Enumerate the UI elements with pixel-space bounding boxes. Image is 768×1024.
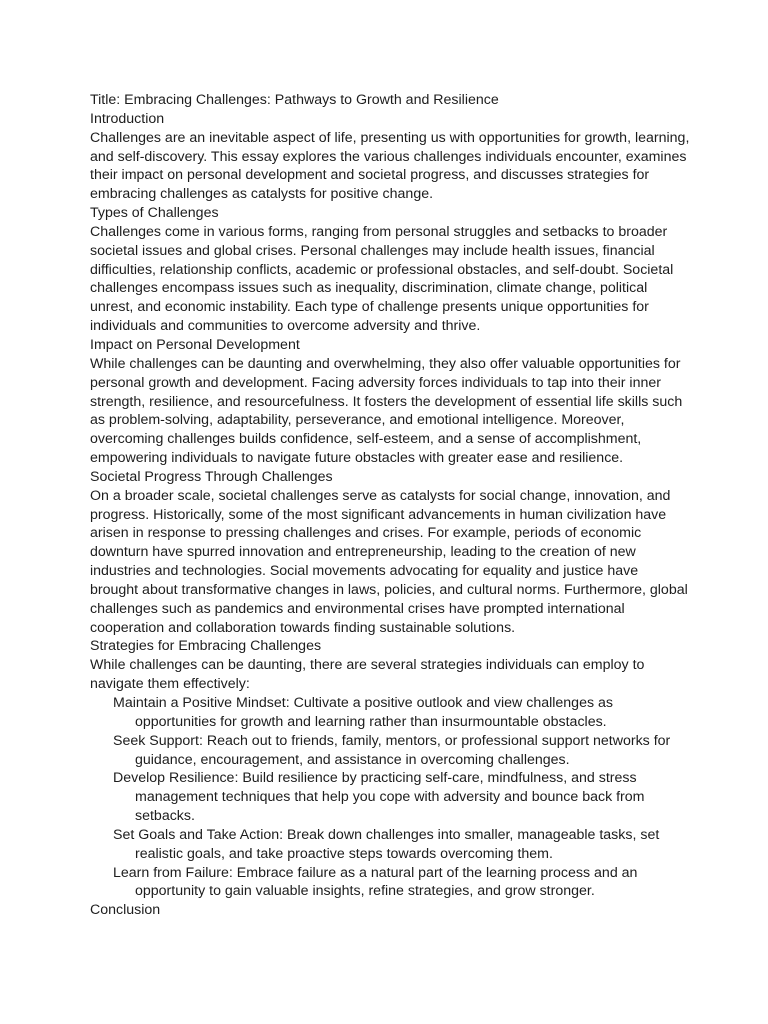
societal-heading: Societal Progress Through Challenges — [90, 468, 333, 485]
list-item: Set Goals and Take Action: Break down challenges into smaller, manageable tasks, set realistic goals, and take proactive steps towards overcoming them. — [113, 826, 660, 862]
document-title: Title: Embracing Challenges: Pathways to Growth and Resilience — [90, 92, 499, 108]
strategies-list — [90, 694, 690, 901]
types-paragraph: Challenges come in various forms, ranging from personal struggles and setbacks to broader societal issues and global crises. Personal challenges may include health issues, financial difficulties, relationship conflicts, academic or professional obstacles, and self-doubt. Societal challenges encompass issues such as inequality, discrimination, climate change, political unrest, and economic instability. Each type of challenge presents unique opportunities for individuals and communities to overcome adversity and thrive. — [90, 223, 674, 335]
introduction-heading: Introduction — [90, 110, 165, 127]
list-item: Learn from Failure: Embrace failure as a natural part of the learning process and an opportunity to gain valuable insights, refine strategies, and grow stronger. — [113, 864, 638, 900]
impact-paragraph: While challenges can be daunting and overwhelming, they also offer valuable opportunities for personal growth and development. Facing adversity forces individuals to tap into their inner strength, resilience, and resourcefulness. It fosters the development of essential life skills such as problem-solving, adaptability, perseverance, and emotional intelligence. Moreover, overcoming challenges builds confidence, self-esteem, and a sense of accomplishment, empowering individuals to navigate future obstacles with greater ease and resilience. — [90, 355, 683, 467]
societal-paragraph: On a broader scale, societal challenges serve as catalysts for social change, innovation, and progress. Historically, some of the most significant advancements in human civilization have arisen in response to pressing challenges and crises. For example, periods of economic downturn have spurred innovation and entrepreneurship, leading to the creation of new industries and technologies. Social movements advocating for equality and justice have brought about transformative changes in laws, policies, and cultural norms. Furthermore, global challenges such as pandemics and environmental crises have prompted international cooperation and collaboration towards finding sustainable solutions. — [90, 487, 688, 636]
impact-heading: Impact on Personal Development — [90, 336, 300, 353]
strategies-intro: While challenges can be daunting, there are several strategies individuals can employ to navigate them effectively: — [90, 657, 645, 693]
conclusion-heading: Conclusion — [90, 902, 161, 919]
list-item: Maintain a Positive Mindset: Cultivate a positive outlook and view challenges as opportunities for growth and learning rather than insurmountable obstacles. — [113, 695, 613, 730]
strategies-heading: Strategies for Embracing Challenges — [90, 638, 322, 655]
types-heading: Types of Challenges — [90, 205, 219, 222]
list-item: Develop Resilience: Build resilience by practicing self-care, mindfulness, and stress management techniques that help you cope with adversity and bounce back from setbacks. — [113, 770, 645, 825]
list-item: Seek Support: Reach out to friends, family, mentors, or professional support networks for guidance, encouragement, and assistance in overcoming challenges. — [113, 732, 671, 768]
introduction-paragraph: Challenges are an inevitable aspect of life, presenting us with opportunities for growth, learning, and self-discovery. This essay explores the various challenges individuals encounter, examines their impact on personal development and societal progress, and discusses strategies for embracing challenges as catalysts for positive change. — [90, 129, 690, 203]
document-page — [90, 91, 690, 920]
